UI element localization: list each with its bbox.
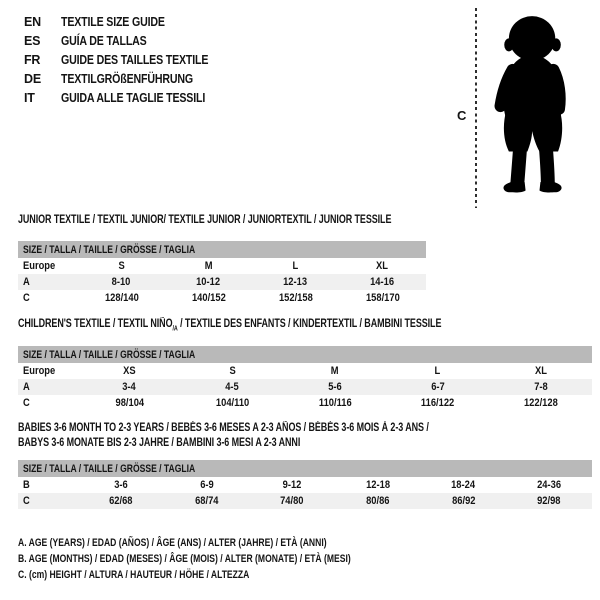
table-title-line: CHILDREN'S TEXTILE / TEXTIL $NIÑO_{/A}$ / TEXTILE DES ENFANTS / KINDERTEXTIL / BAMBINI TESSILE <box>18 318 442 333</box>
size-header-bar <box>18 460 592 477</box>
table-row <box>18 477 592 493</box>
lang-code: IT <box>24 90 35 105</box>
table-title-line: BABYS 3-6 MONATE BIS 2-3 JAHRE / BAMBINI 3-6 MESI A 2-3 ANNI <box>18 437 301 449</box>
lang-code: DE <box>24 71 41 86</box>
size-cell: XL <box>534 365 547 377</box>
table-babies <box>18 421 592 509</box>
table-rows <box>18 258 426 306</box>
table-title <box>18 421 592 451</box>
table-row <box>18 363 592 379</box>
lang-label: TEXTILGRÖßENFÜHRUNG <box>61 71 193 86</box>
size-cell: XL <box>376 260 389 272</box>
table-row <box>18 258 426 274</box>
table-row <box>18 379 592 395</box>
row-label: A <box>23 381 30 393</box>
size-cell: 12-13 <box>283 276 308 288</box>
row-label: Europe <box>23 365 56 377</box>
language-header <box>24 12 234 107</box>
size-cell: 62/68 <box>109 495 133 507</box>
size-cell: XS <box>123 365 136 377</box>
footnote-b: B. AGE (MONTHS) / EDAD (MESES) / ÂGE (MOIS) / ALTER (MONATE) / ETÀ (MESI) <box>18 553 351 565</box>
size-cell: 80/86 <box>366 495 390 507</box>
size-cell: 4-5 <box>225 381 239 393</box>
lang-label: GUÍA DE TALLAS <box>61 33 147 48</box>
table-junior <box>18 213 426 306</box>
table-row <box>18 290 426 306</box>
size-cell: 5-6 <box>328 381 342 393</box>
table-row <box>18 274 426 290</box>
size-cell: 98/104 <box>115 397 144 409</box>
baby-figure <box>452 4 592 210</box>
size-cell: M <box>204 260 213 272</box>
size-cell: 14-16 <box>370 276 395 288</box>
table-title-line: JUNIOR TEXTILE / TEXTIL JUNIOR/ TEXTILE JUNIOR / JUNIORTEXTIL / JUNIOR TESSILE <box>18 214 392 226</box>
height-label: C <box>457 108 467 123</box>
lang-row-es <box>24 31 234 50</box>
size-cell: 24-36 <box>537 479 562 491</box>
footnotes <box>18 537 445 585</box>
height-measure-line <box>475 8 477 208</box>
size-cell: 7-8 <box>533 381 548 393</box>
size-cell: 12-18 <box>365 479 390 491</box>
size-cell: 6-9 <box>199 479 214 491</box>
size-cell: 10-12 <box>196 276 221 288</box>
row-label: C <box>23 397 30 409</box>
table-rows <box>18 477 592 509</box>
size-cell: 110/116 <box>318 397 352 409</box>
size-header-text: SIZE / TALLA / TAILLE / GRÖSSE / TAGLIA <box>23 348 196 361</box>
row-label: Europe <box>23 260 56 272</box>
size-cell: 9-12 <box>282 479 302 491</box>
size-cell: 116/122 <box>421 397 455 409</box>
table-row <box>18 493 592 509</box>
table-row <box>18 395 592 411</box>
baby-silhouette-icon <box>482 6 584 208</box>
lang-row-fr <box>24 50 234 69</box>
size-cell: M <box>331 365 339 377</box>
table-title-line: BABIES 3-6 MONTH TO 2-3 YEARS / BEBÉS 3-6 MESES A 2-3 AÑOS / BÉBÉS 3-6 MOIS À 2-3 ANS / <box>18 422 429 434</box>
table-title <box>18 213 426 228</box>
size-cell: 140/152 <box>191 292 226 304</box>
table-title <box>18 317 592 332</box>
lang-label: GUIDE DES TAILLES TEXTILE <box>61 52 209 67</box>
size-cell: S <box>229 365 236 377</box>
size-cell: 128/140 <box>104 292 139 304</box>
lang-row-de <box>24 69 234 88</box>
row-label: C <box>23 495 30 507</box>
size-header-bar <box>18 346 592 363</box>
size-cell: 152/158 <box>278 292 313 304</box>
size-cell: L <box>292 260 299 272</box>
size-cell: 8-10 <box>112 276 131 288</box>
size-header-text: SIZE / TALLA / TAILLE / GRÖSSE / TAGLIA <box>23 462 196 475</box>
size-cell: 122/128 <box>523 397 558 409</box>
size-cell: 158/170 <box>365 292 400 304</box>
size-cell: 86/92 <box>451 495 476 507</box>
table-rows <box>18 363 592 411</box>
size-header-text: SIZE / TALLA / TAILLE / GRÖSSE / TAGLIA <box>23 243 196 256</box>
size-cell: 68/74 <box>194 495 219 507</box>
size-cell: 104/110 <box>215 397 249 409</box>
size-cell: L <box>434 365 441 377</box>
size-header-bar <box>18 241 426 258</box>
footnote-c: C. (cm) HEIGHT / ALTURA / HAUTEUR / HÖHE / ALTEZZA <box>18 569 250 581</box>
size-cell: 92/98 <box>537 495 561 507</box>
size-cell: S <box>118 260 125 272</box>
row-label: B <box>23 479 30 491</box>
size-cell: 74/80 <box>280 495 304 507</box>
lang-code: FR <box>24 52 41 67</box>
lang-label: TEXTILE SIZE GUIDE <box>61 14 165 29</box>
size-cell: 18-24 <box>451 479 476 491</box>
lang-row-it <box>24 88 234 107</box>
table-children <box>18 317 592 411</box>
lang-label: GUIDA ALLE TAGLIE TESSILI <box>61 90 206 105</box>
size-cell: 3-4 <box>122 381 137 393</box>
lang-code: ES <box>24 33 41 48</box>
row-label: C <box>23 292 30 304</box>
row-label: A <box>23 276 30 288</box>
lang-row-en <box>24 12 234 31</box>
size-cell: 3-6 <box>114 479 128 491</box>
footnote-a: A. AGE (YEARS) / EDAD (AÑOS) / ÂGE (ANS) / ALTER (JAHRE) / ETÀ (ANNI) <box>18 537 327 549</box>
lang-code: EN <box>24 14 41 29</box>
size-cell: 6-7 <box>431 381 445 393</box>
